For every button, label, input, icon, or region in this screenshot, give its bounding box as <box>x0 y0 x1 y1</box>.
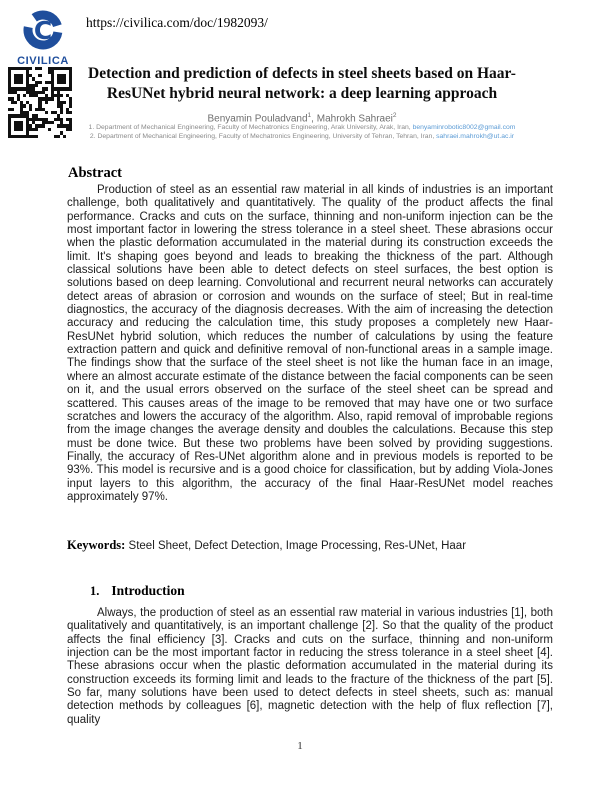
section-heading-introduction <box>90 583 185 599</box>
affiliation-line-2 <box>40 132 564 141</box>
civilica-logo <box>10 10 76 67</box>
authors-separator: , <box>311 113 317 125</box>
author-2-affiliation-mark: 2 <box>392 112 397 119</box>
author-2-name: Mahrokh Sahraei <box>316 113 393 125</box>
author-1-name: Benyamin Pouladvand <box>207 113 308 125</box>
keywords-label: Keywords: <box>67 538 126 552</box>
abstract-text: Production of steel as an essential raw material in all kinds of industries is an important challenge, both qualitatively and quantitatively. The quality of the product affects the final performance. Cracks and cuts on the surface, thinning and non-uniform injection can be the most important factor in lowering the stress tolerance in a steel sheet. These abrasions occur when the plastic deformation accumulated in the material during its construction exceeds the limit. It's shaping goes beyond and leads to breaking the thickness of the part. Although classical solutions have been able to detect defects on steel surfaces, the best option is solutions based on deep learning. Convolutional and recurrent neural networks can accurately detect areas of abrasion or corrosion and wounds on the surface of steel; But in real-time diagnostics, the accuracy of the diagnosis decreases. With the aim of increasing the detection accuracy and reducing the calculation time, this study proposes a completely new Haar-ResUNet hybrid solution, which reduces the number of calculations by using the feature extraction pattern and quick and definitive removal of non-functional areas in a sample image. The findings show that the surface of the steel sheet is not like the human face in an image, where an almost accurate estimate of the distance between the facial components can be seen on it, and the usual errors observed on the surface of the steel sheet can be spread and scattered. This causes areas of the image to be removed that may have one or two surface scratches and lowers the accuracy of the algorithm. Also, rapid removal of improbable regions from the image changes the average density and doubles the calculations. Because this step must be done twice. But these two problems have been solved by providing suggestions. Finally, the accuracy of Res-UNet algorithm alone and in previous models is reported to be 93%. This model is recursive and is a good choice for classification, but by adding Viola-Jones input layers to this algorithm, the accuracy of the final Haar-ResUNet model reaches approximately 97%. <box>67 184 553 503</box>
document-url-link[interactable]: https://civilica.com/doc/1982093/ <box>86 15 268 30</box>
abstract-heading: Abstract <box>68 165 122 181</box>
author-1-affiliation-mark: 1 <box>307 112 312 119</box>
civilica-logo-text: CIVILICA <box>17 55 69 67</box>
affiliation-1-text: 1. Department of Mechanical Engineering, Faculty of Mechatronics Engineering, Arak University, Arak, Iran, <box>88 124 413 131</box>
introduction-text: Always, the production of steel as an essential raw material in various industries [1], both qualitatively and quantitatively, is an important challenge [2]. So that the quality of the product affects the final efficiency [3]. Cracks and cuts on the surface, thinning and non-uniform injection can be the most important factor in reducing the stress tolerance in a steel sheet [4]. These abrasions occur when the plastic deformation accumulated in the material during its construction exceeds its forming limit and leads to the fracture of the thickness of the part [5]. So far, many solutions have been used to detect defects in steel sheets, such as: manual detection methods by colleagues [6], magnetic detection with the help of flux reflection [7], quality <box>67 607 553 726</box>
page-number: 1 <box>297 740 303 752</box>
author-2-email-link[interactable]: sahraei.mahrokh@ut.ac.ir <box>436 133 515 140</box>
affiliation-line-1 <box>40 123 564 132</box>
author-1-email-link[interactable]: benyaminrobotic8002@gmail.com <box>412 124 516 131</box>
keywords-list: Steel Sheet, Defect Detection, Image Processing, Res-UNet, Haar <box>128 540 467 552</box>
section-title: Introduction <box>111 583 185 598</box>
section-number: 1. <box>90 584 100 598</box>
svg-text:C: C <box>33 16 53 45</box>
affiliations <box>40 123 564 141</box>
keywords-line <box>67 538 553 553</box>
affiliation-2-text: 2. Department of Mechanical Engineering, Faculty of Mechatronics Engineering, University of Tehran, Tehran, Iran, <box>89 133 437 140</box>
paper-title: Detection and prediction of defects in steel sheets based on Haar-ResUNet hybrid neural network: a deep learning approach <box>88 65 516 102</box>
civilica-logo-icon <box>12 16 74 56</box>
